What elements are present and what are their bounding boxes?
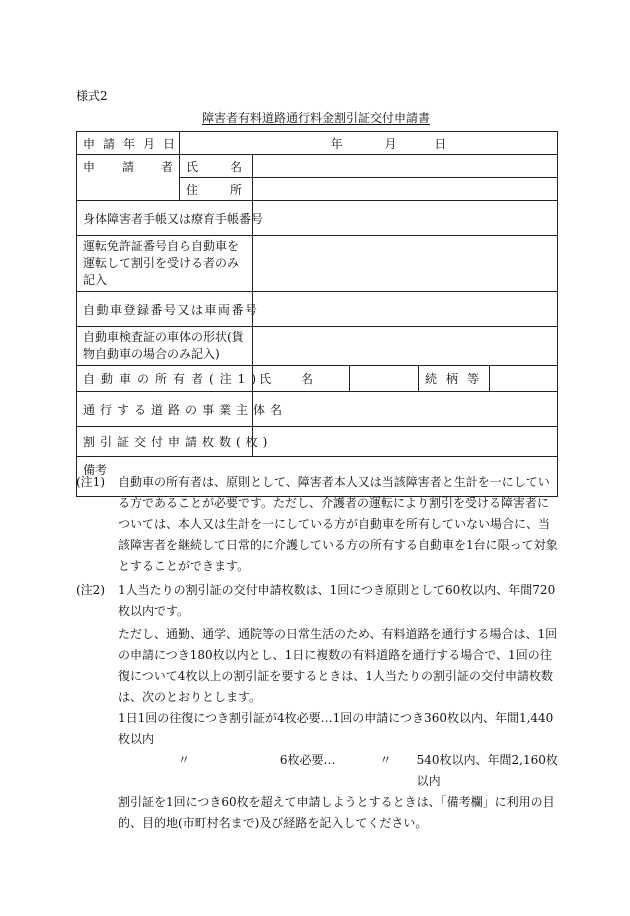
case-2-limit: 540枚以内、年間2,160枚以内 xyxy=(416,753,558,788)
case-2-need: 6枚必要… xyxy=(279,753,336,767)
applicant-label-continued xyxy=(77,178,180,201)
relationship-field[interactable] xyxy=(490,366,558,392)
note-2-case-2 xyxy=(118,750,558,792)
applicant-address-field[interactable] xyxy=(253,178,558,201)
owner-name-field[interactable] xyxy=(350,366,419,392)
note-2-line-3: 割引証を1回につき60枚を超えて申請しようとするときは、「備考欄」に利用の目的、目的地(市町村名まで)及び経路を記入してください。 xyxy=(118,795,555,830)
vehicle-shape-field[interactable] xyxy=(253,327,558,366)
ditto-mark-1: 〃 xyxy=(177,753,190,767)
license-number-label: 運転免許証番号自ら自動車を運転して割引を受ける者のみ記入 xyxy=(77,236,253,292)
date-year: 年 xyxy=(330,136,343,151)
note-2-mark: (注2) xyxy=(76,583,105,597)
owner-name-label: 氏 名 xyxy=(259,372,313,386)
vehicle-owner-label: 自動車の所有者(注1) xyxy=(77,366,253,392)
owner-name-label-cell xyxy=(253,366,350,392)
ticket-count-field[interactable] xyxy=(253,427,558,457)
applicant-name-field[interactable] xyxy=(253,155,558,178)
application-date-field[interactable] xyxy=(180,132,558,155)
applicant-label-cell xyxy=(77,155,180,178)
note-2-line-1: 1人当たりの割引証の交付申請枚数は、1回につき原則として60枚以内、年間720枚以内です。 xyxy=(118,583,556,618)
note-2-case-1: 1日1回の往復につき割引証が4枚必要…1回の申請につき360枚以内、年間1,440枚以内 xyxy=(118,711,554,746)
address-label-cell xyxy=(180,178,253,201)
application-date-label: 申請年月日 xyxy=(77,132,180,155)
name-label-cell xyxy=(180,155,253,178)
note-2 xyxy=(76,580,558,834)
relationship-label: 続柄等 xyxy=(419,366,490,392)
notes-section xyxy=(76,472,558,834)
note-1-mark: (注1) xyxy=(76,475,105,489)
date-month: 月 xyxy=(384,136,397,151)
note-2-line-2: ただし、通勤、通学、通院等の日常生活のため、有料道路を通行する場合は、1回の申請につき180枚以内とし、1日に複数の有料道路を通行する場合で、1回の往復について4枚以上の割引証を要するときは、1人当たりの割引証の交付申請枚数は、次のとおりとします。 xyxy=(118,627,558,704)
note-1-text: 自動車の所有者は、原則として、障害者本人又は当該障害者と生計を一にしている方であることが必要です。ただし、介護者の運転により割引を受ける障害者については、本人又は生計を一にしている方が自動車を所有していない場合に、当該障害者を継続して日常的に介護している方の所有する自動車を1台に限って対象とすることができます。 xyxy=(118,475,558,573)
address-label: 住 所 xyxy=(186,182,242,197)
remarks-label: 備考 xyxy=(83,463,108,477)
applicant-label: 申 請 者 xyxy=(83,159,173,174)
license-number-field[interactable] xyxy=(253,236,558,292)
ticket-count-label: 割引証交付申請枚数(枚) xyxy=(77,427,253,457)
date-day: 日 xyxy=(434,136,447,151)
form-title: 障害者有料道路通行料金割引証交付申請書 xyxy=(201,111,430,125)
vehicle-shape-label: 自動車検査証の車体の形状(貨物自動車の場合のみ記入) xyxy=(77,327,253,366)
name-label: 氏 名 xyxy=(186,159,242,174)
application-form-table xyxy=(76,131,558,497)
form-number: 様式2 xyxy=(76,89,108,103)
note-1 xyxy=(76,472,558,577)
vehicle-registration-label: 自動車登録番号又は車両番号 xyxy=(77,292,253,327)
road-operator-field[interactable] xyxy=(253,392,558,427)
handbook-number-field[interactable] xyxy=(253,201,558,236)
vehicle-registration-field[interactable] xyxy=(253,292,558,327)
road-operator-label: 通行する道路の事業主体名 xyxy=(77,392,253,427)
ditto-mark-2: 〃 xyxy=(379,753,392,767)
handbook-number-label: 身体障害者手帳又は療育手帳番号 xyxy=(77,201,253,236)
